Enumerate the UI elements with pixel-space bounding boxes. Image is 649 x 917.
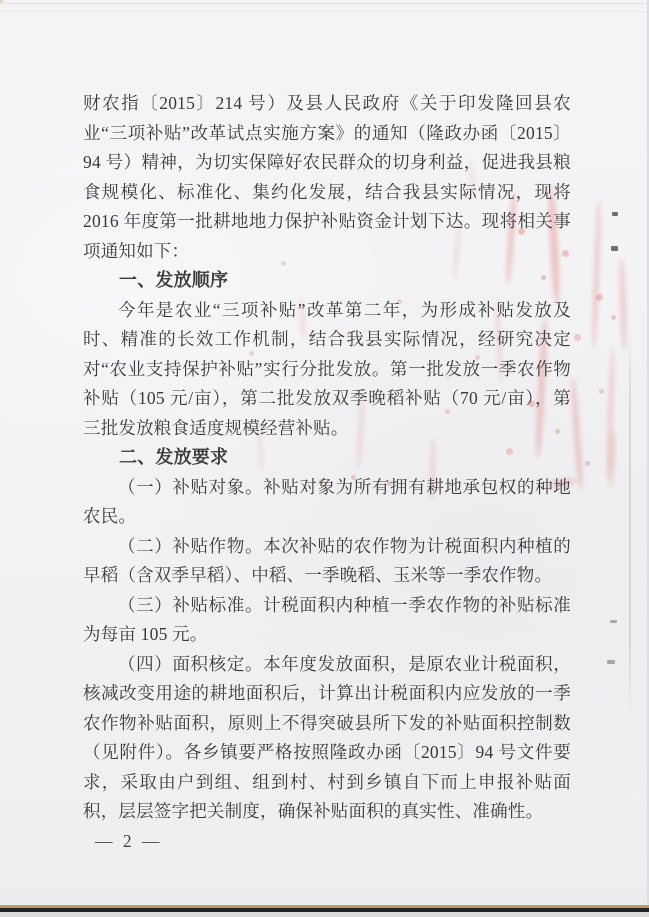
- scan-edge-line: [0, 3, 649, 4]
- ink-speck: [610, 620, 617, 623]
- stamp-bleed-mark: [591, 200, 601, 348]
- page-number: — 2 —: [95, 830, 163, 851]
- paper-fold-line: [629, 330, 631, 720]
- section-heading: 一、发放顺序: [119, 270, 229, 290]
- section-heading: 二、发放要求: [119, 447, 229, 467]
- ink-speck: [607, 660, 615, 664]
- paragraph: （一）补贴对象。补贴对象为所有拥有耕地承包权的种地农民。: [83, 476, 571, 526]
- document-body: [83, 89, 571, 856]
- stamp-bleed-speckle: [0, 0, 3, 3]
- paragraph: 财农指〔2015〕214 号）及县人民政府《关于印发隆回县农业“三项补贴”改革试点实施方案》的通知（隆政办函〔2015〕94 号）精神，为切实保障好农民群众的切身利益，促进我县粮食规模化、标准化、集约化发展，结合我县实际情况，现将 2016 年度第一批耕地地力保护补贴资金计划下达。现将相关事项通知如下：: [83, 93, 571, 261]
- stamp-bleed-mark: [618, 258, 627, 350]
- scan-bed-strip: [0, 912, 649, 917]
- ink-speck: [612, 212, 618, 216]
- paragraph: （二）补贴作物。本次补贴的农作物为计税面积内种植的早稻（含双季早稻）、中稻、一季晚稻、玉米等一季农作物。: [83, 535, 571, 585]
- scan-edge-line: [0, 11, 649, 12]
- ink-speck: [611, 246, 618, 251]
- paragraph: （四）面积核定。本年度发放面积，是原农业计税面积，核减改变用途的耕地面积后，计算出计税面积内应发放的一季农作物补贴面积，原则上不得突破县所下发的补贴面积控制数（见附件）。各乡镇要严格按照隆政办函〔2015〕94 号文件要求，采取由户到组、组到村、村到乡镇自下而上申报补贴面积，层层签字把关制度，确保补贴面积的真实性、准确性。: [83, 653, 571, 821]
- paragraph: 今年是农业“三项补贴”改革第二年，为形成补贴发放及时、精准的长效工作机制，结合我县实际情况，经研究决定对“农业支持保护补贴”实行分批发放。第一批发放一季农作物补贴（105 元/亩），第二批发放双季晚稻补贴（70 元/亩），第三批发放粮食适度规模经营补贴。: [83, 299, 571, 438]
- paragraph: （三）补贴标准。计税面积内种植一季农作物的补贴标准为每亩 105 元。: [83, 594, 571, 644]
- stamp-bleed-mark: [570, 378, 584, 490]
